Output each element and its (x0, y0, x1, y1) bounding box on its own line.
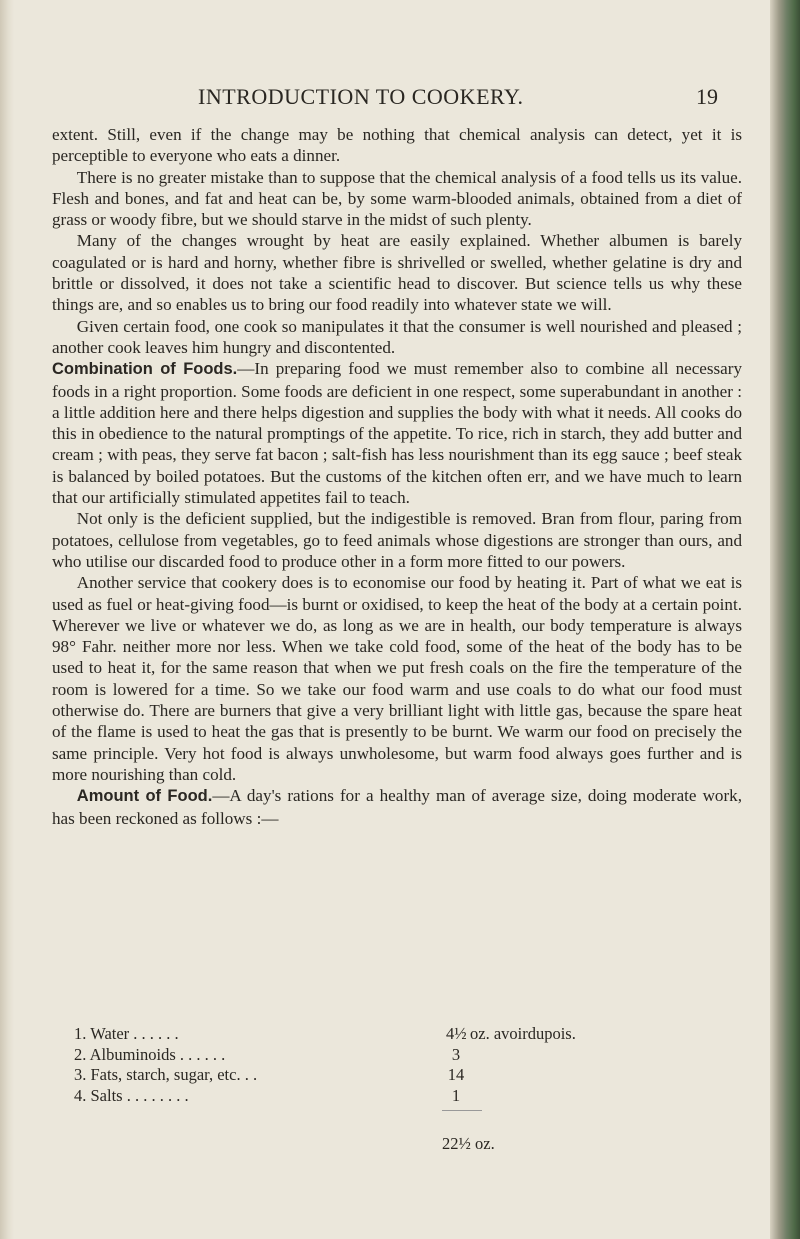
page-header (0, 84, 800, 114)
table-row (52, 1024, 742, 1045)
row-value: 4½ (446, 1024, 467, 1043)
row-value: 1 (451, 1085, 461, 1105)
table-row (52, 1065, 742, 1086)
table-row (52, 1086, 742, 1107)
page-gutter (0, 0, 14, 1239)
paragraph: There is no greater mistake than to suppose that the chemical analysis of a food tells us its value. Flesh and bones, and fat and heat can be, by some warm-blooded animals, obtained from a diet of grass or woody fibre, but we should starve in the midst of such plenty. (52, 167, 742, 230)
row-unit: oz. avoirdupois. (470, 1024, 576, 1043)
paragraph: extent. Still, even if the change may be nothing that chemical analysis can detect, yet it is perceptible to everyone who eats a dinner. (52, 125, 742, 166)
row-label: 2. Albuminoids . . . . . . (74, 1044, 226, 1064)
paragraph: Given certain food, one cook so manipulates it that the consumer is well nourished and pleased ; another cook leaves him hungry and discontented. (52, 316, 742, 357)
row-label: 4. Salts . . . . . . . . (74, 1085, 189, 1105)
paragraph-text: —In preparing food we must remember also to combine all necessary foods in a right proportion. Some foods are deficient in one respect, some superabundant in another : a little addition here and there helps digestion and supplies the body with what it needs. All cooks do this in obedience to the natural promptings of the appetite. To rice, rich in starch, they add butter and cream ; with peas, they serve fat bacon ; salt-fish has less nourishment than its egg sauce ; beef steak is balanced by boiled potatoes. But the customs of the kitchen often err, and we have much to learn that our artificially stimulated appetites fail to teach. (52, 359, 743, 508)
row-value: 3 (451, 1044, 461, 1064)
row-label: 3. Fats, starch, sugar, etc. . . (74, 1065, 258, 1084)
section-paragraph (52, 358, 742, 508)
paragraph: Not only is the deficient supplied, but the indigestible is removed. Bran from flour, paring from potatoes, cellulose from vegetables, go to feed animals whose digestions are stronger than ours, and who utilise our discarded food to produce other in a form more fitted to our powers. (52, 509, 742, 571)
book-cover-edge (770, 0, 800, 1239)
row-label: 1. Water . . . . . . (74, 1024, 179, 1043)
paragraph: Another service that cookery does is to economise our food by heating it. Part of what we eat is used as fuel or heat-giving food—is burnt or oxidised, to keep the heat of the body at a certain point. Wherever we live or whatever we do, as long as we are in health, our body temperature is always 98° Fahr. neither more nor less. When we take cold food, some of the heat of the body has to be used to heat it, for the same reason that when we put fresh coals on the fire the temperature of the room is lowered for a time. So we take our food warm and use coals to do what our food must otherwise do. There are burners that give a very brilliant light with little gas, because the spare heat of the flame is used to heat the gas that is presently to be burnt. We warm our food on precisely the same principle. Very hot food is always unwholesome, but warm food always goes further and is more nourishing than cold. (52, 573, 742, 784)
rations-total: 22½ oz. (442, 1134, 495, 1153)
row-value: 14 (447, 1065, 465, 1084)
paragraph: Many of the changes wrought by heat are easily explained. Whether albumen is barely coagulated or is hard and horny, whether fibre is shrivelled or swelled, whether gelatine is dry and brittle or dissolved, it does not take a scientific head to discover. But science tells us why these things are, and so enables us to bring our food readily into whatever state we will. (52, 231, 742, 315)
sum-rule (442, 1110, 482, 1111)
section-paragraph (52, 785, 742, 829)
rations-table (52, 1024, 742, 1106)
section-heading: Combination of Foods. (52, 360, 238, 379)
paragraph-text: —A day's rations for a healthy man of average size, doing moderate work, has been reckoned as follows :— (52, 786, 742, 828)
running-title: INTRODUCTION TO COOKERY. (198, 84, 524, 109)
section-heading: Amount of Food. (76, 787, 213, 806)
page-number: 19 (696, 84, 718, 109)
table-row (52, 1045, 742, 1066)
body-text (52, 124, 742, 829)
